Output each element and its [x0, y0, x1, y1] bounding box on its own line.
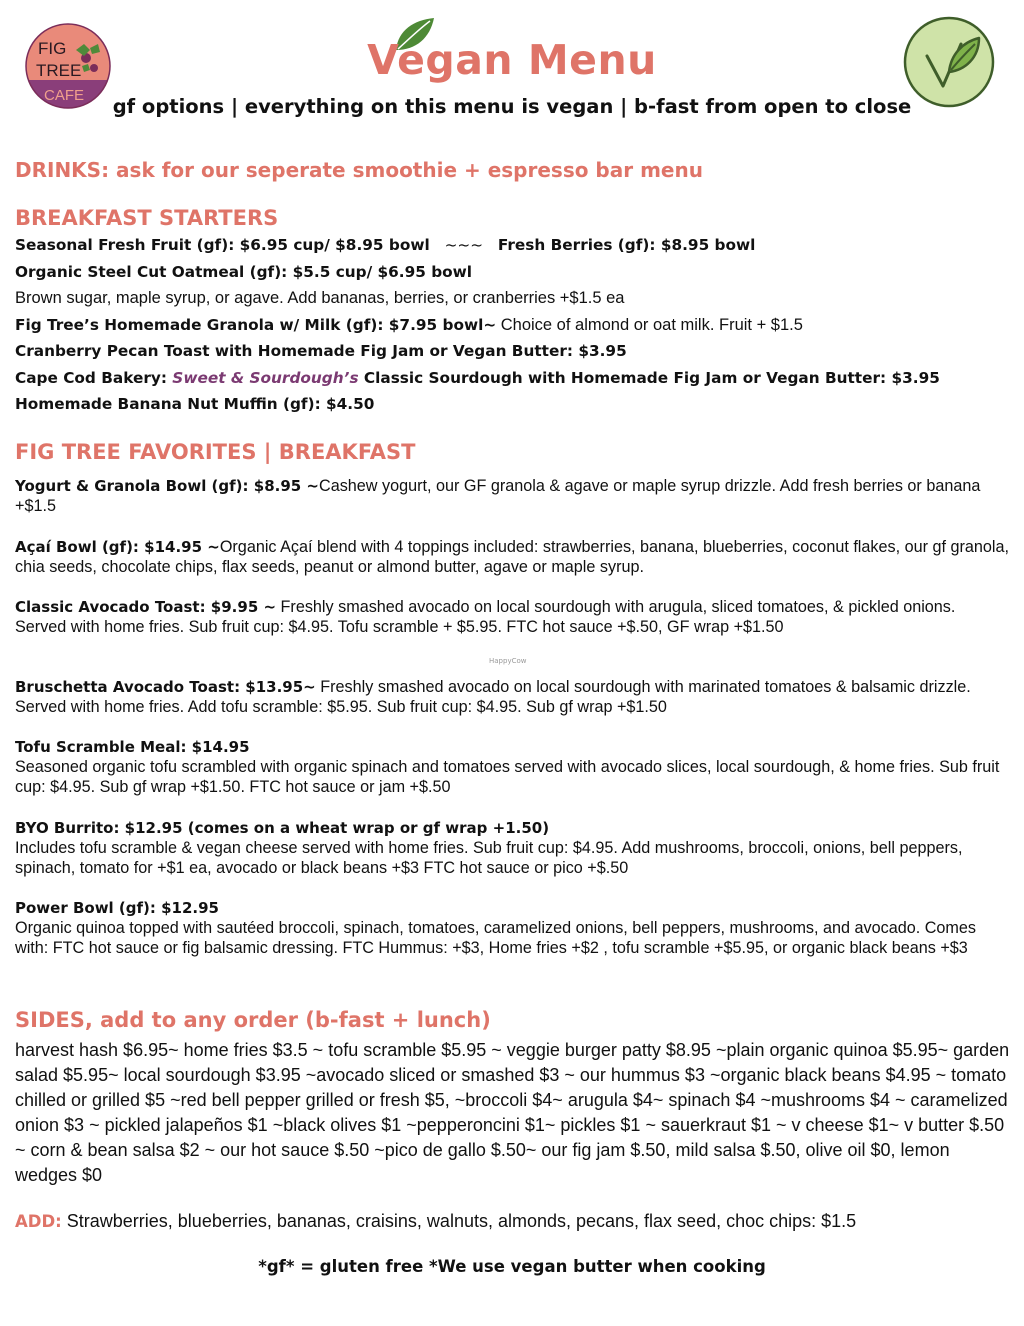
svg-text:CAFE: CAFE — [44, 87, 85, 104]
menu-item-acai-bowl: Açaí Bowl (gf): $14.95 ~Organic Açaí blend with 4 toppings included: strawberries, banana, blueberries, coconut flakes, our gf granola, chia seeds, chocolate chips, flax seeds, peanut or almond butter, agave or maple syrup. — [15, 538, 1009, 576]
favorites-heading: FIG TREE FAVORITES | BREAKFAST — [15, 440, 416, 464]
breakfast-starters-list — [15, 232, 1010, 418]
page-subtitle: gf options | everything on this menu is vegan | b-fast from open to close — [112, 95, 912, 118]
svg-text:FIG: FIG — [38, 39, 67, 58]
menu-item-bruschetta-avocado-toast: Bruschetta Avocado Toast: $13.95~ Freshly smashed avocado on local sourdough with marinated tomatoes & balsamic drizzle. Served with home fries. Add tofu scramble: $5.95. Sub fruit cup: $4.95. Sub gf wrap +$1.50 — [15, 678, 971, 716]
footnote: *gf* = gluten free *We use vegan butter when cooking — [258, 1257, 766, 1276]
happycow-watermark: HappyCow — [489, 657, 527, 665]
menu-item-tofu-scramble-meal: Tofu Scramble Meal: $14.95 Seasoned organic tofu scrambled with organic spinach and tomatoes served with avocado slices, local sourdough, & home fries. Sub fruit cup: $4.95. Sub gf wrap +$1.50. FTC hot sauce or jam +$.50 — [15, 738, 1000, 796]
svg-text:TREE: TREE — [36, 61, 82, 80]
add-ons-line: ADD: Strawberries, blueberries, bananas, craisins, walnuts, almonds, pecans, flax seed, choc chips: $1.5 — [15, 1211, 857, 1231]
page-title: Vegan Menu — [367, 36, 657, 84]
sides-list: harvest hash $6.95~ home fries $3.5 ~ tofu scramble $5.95 ~ veggie burger patty $8.95 ~plain organic quinoa $5.95~ garden salad $5.95~ local sourdough $3.95 ~avocado sliced or smashed $3 ~ our hummus $3 ~organic black beans $4.95 ~ tomato chilled or grilled $5 ~red bell pepper grilled or fresh $5, ~broccoli $4~ arugula $4~ spinach $4 ~mushrooms $4 ~ caramelized onion $3 ~ pickled jalapeños $1 ~black olives $1 ~pepperoncini $1~ pickles $1 ~ sauerkraut $1 ~ v cheese $1~ v butter $.50 ~ corn & bean salsa $2 ~ our hot sauce $.50 ~pico de gallo $.50~ our fig jam $.50, mild salsa $.50, olive oil $0, lemon wedges $0 — [15, 1040, 1010, 1185]
menu-item-classic-avocado-toast: Classic Avocado Toast: $9.95 ~ Freshly smashed avocado on local sourdough with arugula, sliced tomatoes, & pickled onions. Served with home fries. Sub fruit cup: $4.95. Tofu scramble + $5.95. FTC hot sauce +$.50, GF wrap +$1.50 — [15, 598, 956, 636]
list-item: Fig Tree’s Homemade Granola w/ Milk (gf): $7.95 bowl~ Choice of almond or oat milk. Fruit + $1.5 — [15, 315, 803, 334]
menu-item-yogurt-bowl: Yogurt & Granola Bowl (gf): $8.95 ~Cashew yogurt, our GF granola & agave or maple syrup drizzle. Add fresh berries or banana +$1.5 — [15, 477, 981, 515]
menu-item-power-bowl: Power Bowl (gf): $12.95 Organic quinoa topped with sautéed broccoli, spinach, tomatoes, caramelized onions, bell peppers, mushrooms, and avocado. Comes with: FTC hot sauce or fig balsamic dressing. FTC Hummus: +$3, Home fries +$2 , tofu scramble +$5.95, or organic black beans +$3 — [15, 899, 976, 957]
sides-heading: SIDES, add to any order (b-fast + lunch) — [15, 1008, 491, 1032]
list-item: Seasonal Fresh Fruit (gf): $6.95 cup/ $8.95 bowl ~~~ Fresh Berries (gf): $8.95 bowl — [15, 236, 756, 254]
list-item: Brown sugar, maple syrup, or agave. Add bananas, berries, or cranberries +$1.5 ea — [15, 289, 625, 307]
list-item: Cape Cod Bakery: Sweet & Sourdough’s Classic Sourdough with Homemade Fig Jam or Vegan Butter: $3.95 — [15, 368, 940, 387]
breakfast-starters-heading: BREAKFAST STARTERS — [15, 206, 279, 230]
drinks-heading: DRINKS: ask for our seperate smoothie + espresso bar menu — [15, 158, 703, 182]
list-item: Homemade Banana Nut Muffin (gf): $4.50 — [15, 395, 375, 413]
list-item: Cranberry Pecan Toast with Homemade Fig Jam or Vegan Butter: $3.95 — [15, 342, 627, 360]
vegan-leaf-badge-icon — [903, 16, 995, 108]
menu-item-byo-burrito: BYO Burrito: $12.95 (comes on a wheat wrap or gf wrap +1.50) Includes tofu scramble & vegan cheese served with home fries. Sub fruit cup: $4.95. Add mushrooms, broccoli, onions, bell peppers, spinach, tomato for +$1 ea, avocado or black beans +$3 FTC hot sauce or pico +$.50 — [15, 819, 963, 877]
list-item: Organic Steel Cut Oatmeal (gf): $5.5 cup/ $6.95 bowl — [15, 262, 473, 281]
